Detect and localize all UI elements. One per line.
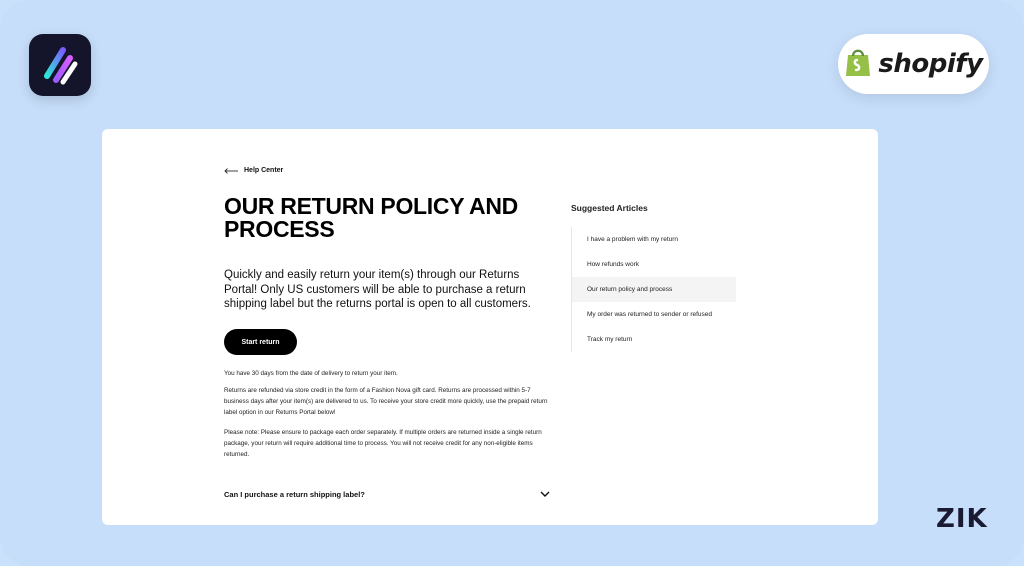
- policy-paragraph: You have 30 days from the date of delivery to return your item.: [224, 370, 398, 377]
- policy-paragraph: Returns are refunded via store credit in the form of a Fashion Nova gift card. Returns are processed within 5-7 business days after your item(s) are delivered to us. To receive your store credit more quickly, use the prepaid return label option in our Returns Portal below!: [224, 387, 548, 417]
- page-title: OUR RETURN POLICY AND PROCESS: [224, 193, 518, 242]
- shopify-badge: [838, 34, 989, 94]
- sidebar-article-link[interactable]: How refunds work: [587, 261, 640, 268]
- sidebar-article-link-active[interactable]: Our return policy and process: [572, 277, 736, 302]
- suggested-articles: [571, 203, 736, 352]
- policy-paragraph: Please note: Please ensure to package each order separately. If multiple orders are returned inside a single return package, your return will require additional time to process. You will not receive credit for any non-eligible items returned.: [224, 429, 542, 459]
- faq-question: Can I purchase a return shipping label?: [224, 489, 365, 499]
- help-article-card: [102, 129, 878, 525]
- sidebar-article-link[interactable]: Track my return: [587, 336, 633, 343]
- intro-text: Quickly and easily return your item(s) through our Returns Portal! Only US customers will be able to purchase a return shipping label but the returns portal is open to all customers.: [224, 269, 531, 310]
- back-to-help-center-link[interactable]: [224, 167, 283, 174]
- sidebar-article-link[interactable]: My order was returned to sender or refused: [587, 311, 713, 318]
- shopping-bag-icon: [844, 46, 872, 83]
- start-return-button[interactable]: Start return: [224, 329, 297, 355]
- arrow-left-icon: [224, 168, 238, 174]
- sidebar-article-link[interactable]: I have a problem with my return: [587, 236, 679, 243]
- sidebar-list: [571, 227, 736, 352]
- chevron-down-icon[interactable]: [540, 490, 550, 499]
- sidebar-title: Suggested Articles: [571, 203, 648, 213]
- shopify-wordmark: shopify: [878, 49, 983, 79]
- faq-accordion-item[interactable]: [224, 484, 550, 504]
- back-link-label: Help Center: [244, 167, 284, 174]
- app-logo-icon: [29, 34, 91, 96]
- watermark-logo: ZIK: [936, 504, 988, 534]
